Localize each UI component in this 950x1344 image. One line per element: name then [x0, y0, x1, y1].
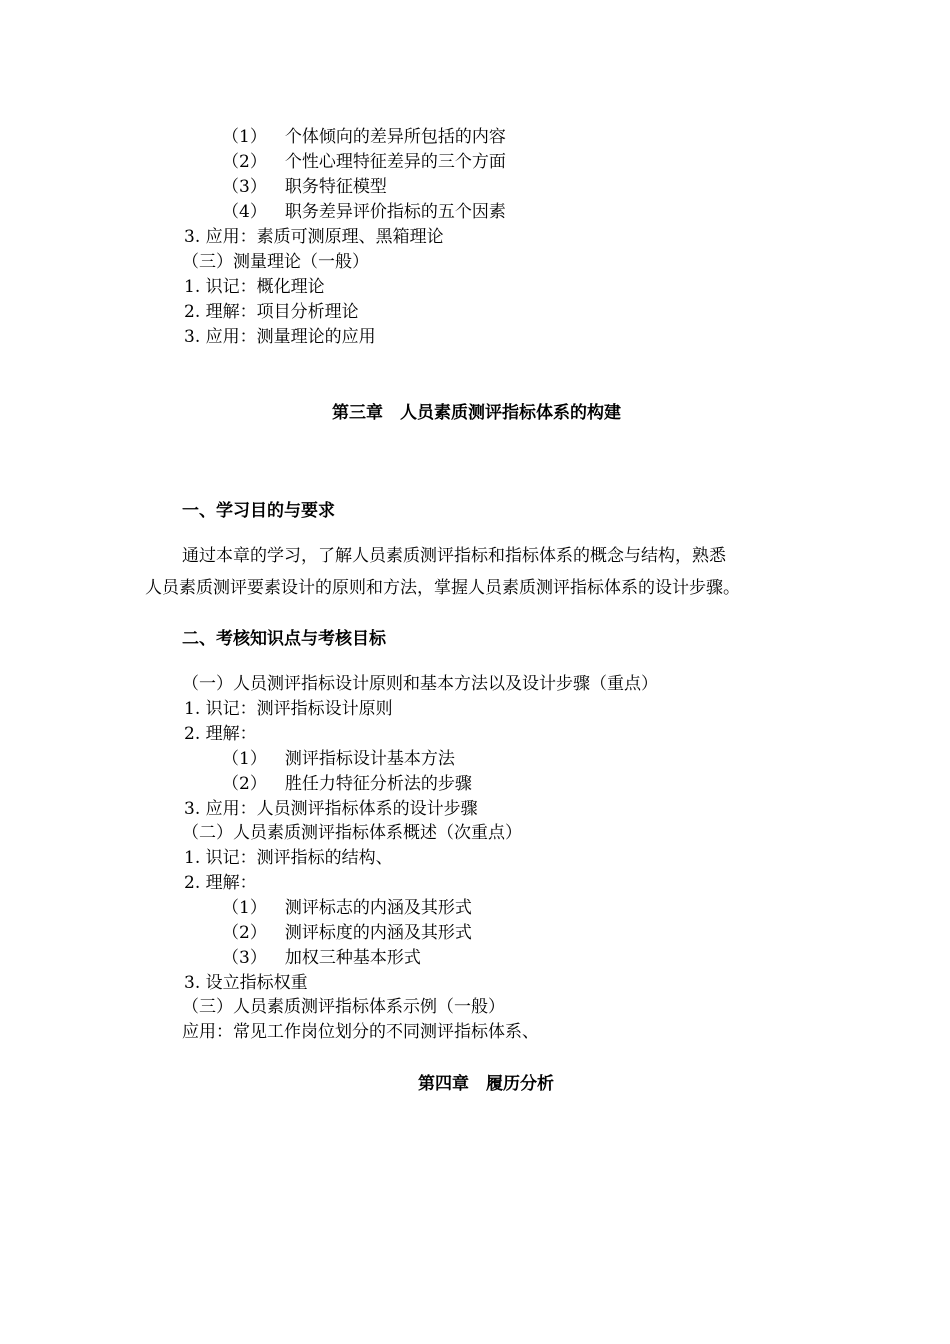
section-title: 二、考核知识点与考核目标 [182, 629, 386, 649]
list-item: （4） 职务差异评价指标的五个因素 [222, 202, 506, 222]
list-item: 3. 应用：测量理论的应用 [184, 327, 376, 347]
subsection-title: （三）人员素质测评指标体系示例（一般） [182, 997, 505, 1017]
chapter-title: 第四章 履历分析 [418, 1074, 554, 1094]
list-item: 应用：常见工作岗位划分的不同测评指标体系、 [182, 1022, 539, 1042]
paragraph-line: 人员素质测评要素设计的原则和方法，掌握人员素质测评指标体系的设计步骤。 [145, 578, 740, 598]
list-item: 3. 应用：人员测评指标体系的设计步骤 [184, 799, 478, 819]
list-item: 2. 理解：项目分析理论 [184, 302, 359, 322]
list-item: 1. 识记：测评指标的结构、 [184, 848, 393, 868]
list-item: 2. 理解： [184, 724, 257, 744]
paragraph-line: 通过本章的学习，了解人员素质测评指标和指标体系的概念与结构，熟悉 [182, 546, 726, 566]
list-item: （2） 胜任力特征分析法的步骤 [222, 774, 472, 794]
list-item: 1. 识记：测评指标设计原则 [184, 699, 393, 719]
chapter-title: 第三章 人员素质测评指标体系的构建 [332, 403, 621, 423]
list-item: 3. 应用：素质可测原理、黑箱理论 [184, 227, 444, 247]
list-item: （1） 测评标志的内涵及其形式 [222, 898, 472, 918]
list-item: 2. 理解： [184, 873, 257, 893]
list-item: 1. 识记：概化理论 [184, 277, 325, 297]
list-item: （1） 个体倾向的差异所包括的内容 [222, 127, 506, 147]
list-item: （2） 测评标度的内涵及其形式 [222, 923, 472, 943]
section-title: 一、学习目的与要求 [182, 501, 335, 521]
list-item: 3. 设立指标权重 [184, 973, 308, 993]
list-item: （3） 职务特征模型 [222, 177, 387, 197]
list-item: （1） 测评指标设计基本方法 [222, 749, 455, 769]
subsection-title: （一）人员测评指标设计原则和基本方法以及设计步骤（重点） [182, 674, 658, 694]
subsection-title: （三）测量理论（一般） [182, 252, 369, 272]
list-item: （2） 个性心理特征差异的三个方面 [222, 152, 506, 172]
list-item: （3） 加权三种基本形式 [222, 948, 421, 968]
subsection-title: （二）人员素质测评指标体系概述（次重点） [182, 823, 522, 843]
